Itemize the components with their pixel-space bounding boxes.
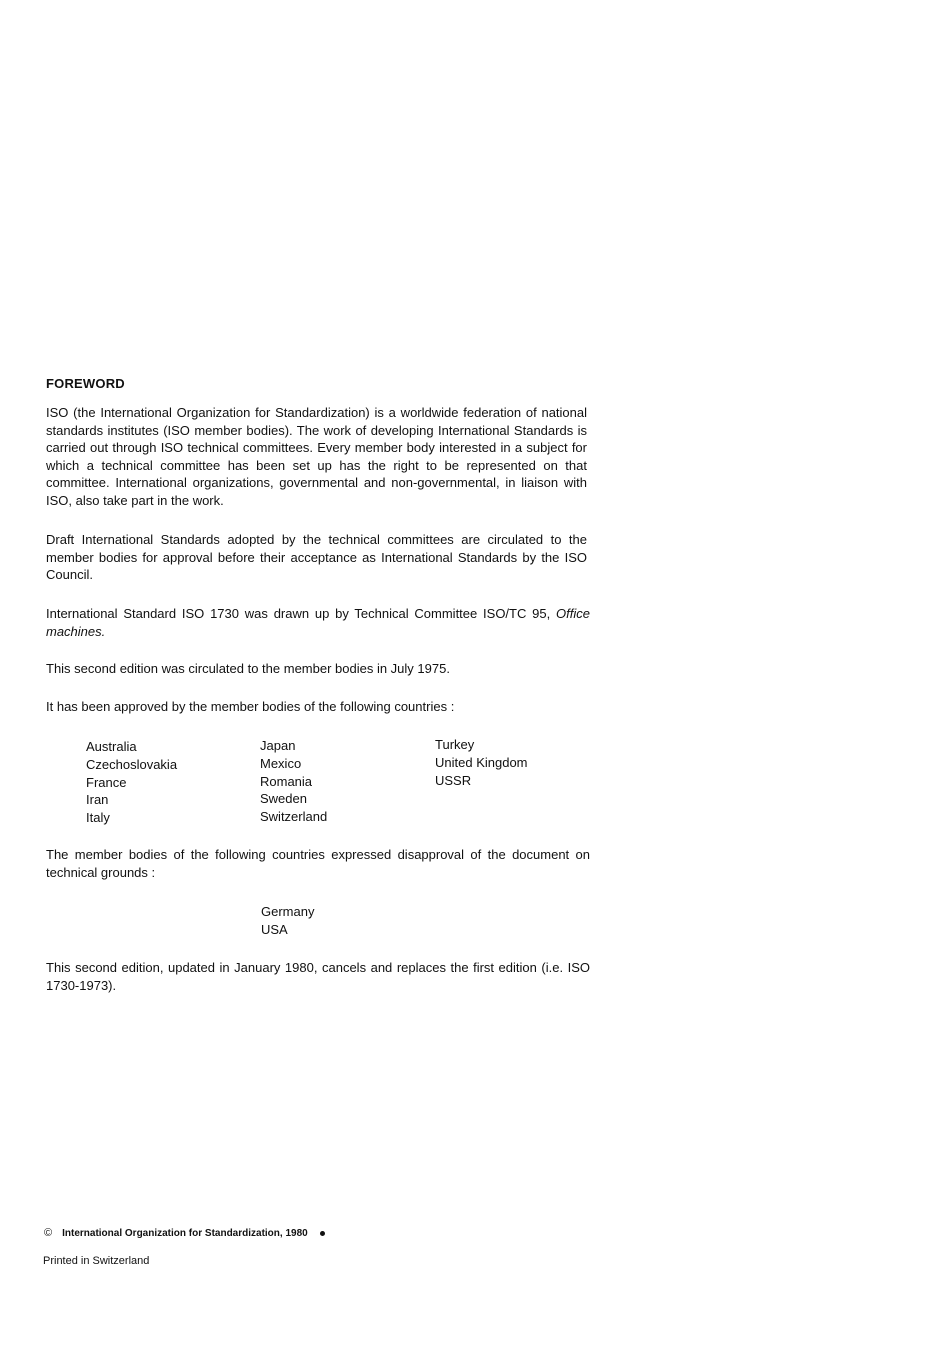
foreword-paragraph-edition: This second edition, updated in January 1980, cancels and replaces the first edition (i.e. ISO 1730-1973). <box>46 960 590 993</box>
country-item: Turkey <box>435 737 475 752</box>
foreword-paragraph-disapproval: The member bodies of the following countries expressed disapproval of the document on technical grounds : <box>46 847 590 880</box>
copyright-symbol: © <box>44 1227 53 1239</box>
printed-location: Printed in Switzerland <box>43 1255 150 1267</box>
disapproving-countries <box>261 903 314 939</box>
country-item: Mexico <box>260 755 302 771</box>
foreword-paragraph-circulated: This second edition was circulated to the member bodies in July 1975. <box>46 661 450 676</box>
country-item: Italy <box>86 810 110 826</box>
copyright-notice <box>44 1227 325 1239</box>
country-item: USSR <box>435 772 472 788</box>
bullet-icon <box>320 1231 325 1236</box>
country-item: Australia <box>86 739 137 754</box>
country-item: Germany <box>261 904 315 919</box>
foreword-heading: FOREWORD <box>46 376 125 391</box>
committee-title: Office machines. <box>46 606 590 639</box>
country-item: Japan <box>260 738 296 753</box>
foreword-paragraph-approved: It has been approved by the member bodies of the following countries : <box>46 699 455 714</box>
approving-countries-column-1 <box>86 738 177 827</box>
country-item: France <box>86 774 127 790</box>
copyright-text: International Organization for Standardization, 1980 <box>62 1227 308 1239</box>
country-item: USA <box>261 921 288 937</box>
approving-countries-column-2 <box>260 737 327 826</box>
foreword-paragraph-standard <box>46 605 590 640</box>
country-item: Sweden <box>260 791 307 807</box>
standard-text: International Standard ISO 1730 was drawn up by Technical Committee ISO/TC 95, <box>46 606 557 621</box>
country-item: Czechoslovakia <box>86 756 178 772</box>
foreword-paragraph-draft: Draft International Standards adopted by the technical committees are circulated to the member bodies for approval before their acceptance as International Standards by the ISO Council. <box>46 532 587 583</box>
country-item: Iran <box>86 792 109 808</box>
country-item: Romania <box>260 773 313 789</box>
country-item: United Kingdom <box>435 754 528 770</box>
foreword-paragraph-iso: ISO (the International Organization for Standardization) is a worldwide federation of national standards institutes (ISO member bodies). The work of developing International Standards is carried out through ISO technical committees. Every member body interested in a subject for which a technical committee has been set up has the right to be represented on that committee. International organizations, governmental and non-governmental, in liaison with ISO, also take part in the work. <box>46 405 587 508</box>
country-item: Switzerland <box>260 809 328 825</box>
approving-countries-column-3 <box>435 736 528 789</box>
